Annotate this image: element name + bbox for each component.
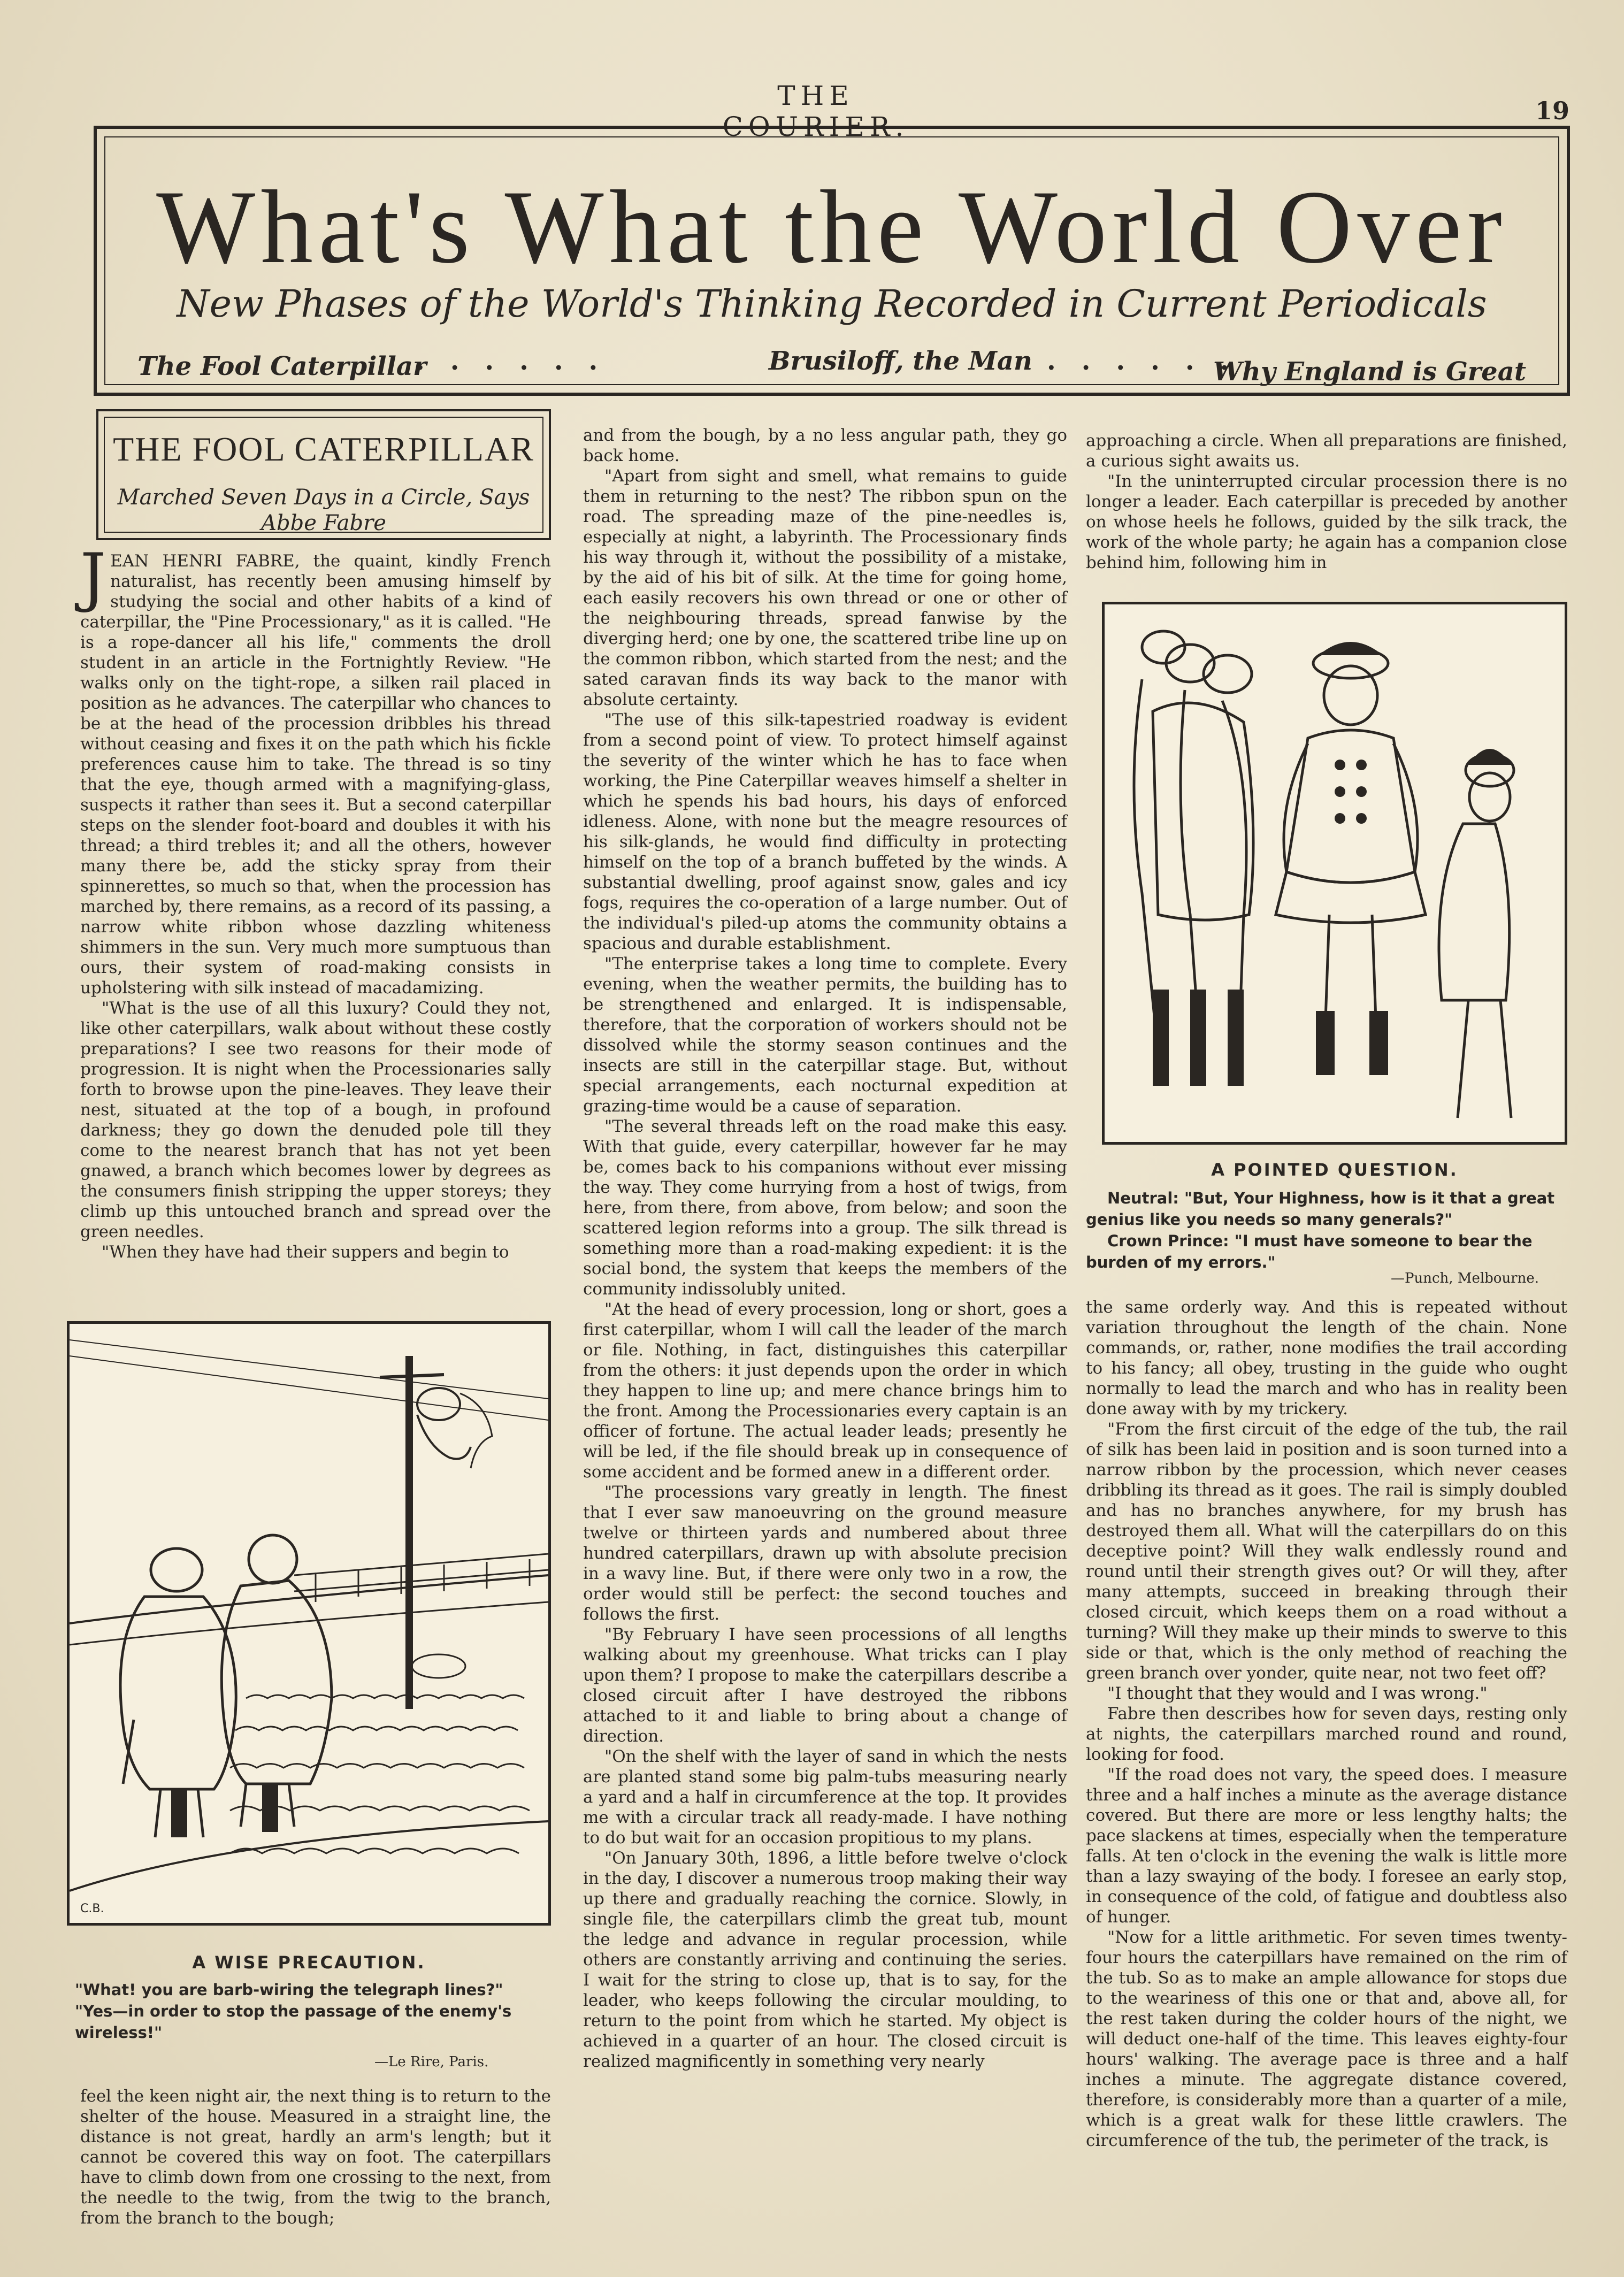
page-title: What's What the World Over <box>156 169 1507 285</box>
toc-item-caterpillar[interactable]: The Fool Caterpillar <box>137 351 427 381</box>
header-box <box>94 126 1570 396</box>
cartoon-pointed-question <box>1102 602 1567 1145</box>
column-3-bottom <box>1086 1297 1567 2151</box>
toc-dots: ...... <box>1047 346 1255 376</box>
paragraph: feel the keen night air, the next thing is to return to the shelter of the house. Measured in a straight line, the distance is not great, hardly an arm's length; but it cannot be covered this way on foot. The caterpillars have to climb down from one crossing to the next, from the needle to the twig, from the twig to the branch, from the branch to the bough; <box>80 2087 551 2228</box>
paragraph: "On January 30th, 1896, a little before twelve o'clock in the day, I discover a numerous troop making their way up there and gradually reaching the cornice. Slowly, in single file, the caterpillars climb the great tub, mount the ledge and advance in regular procession, while others are constantly arriving and continuing the series. I wait for the string to close up, that is to say, for the leader, who keeps following the circular moulding, to return to the point from which he started. My object is achieved in a quarter of an hour. The closed circuit is realized magnificently in something very nearly <box>583 1849 1067 2071</box>
caption-line: Neutral: "But, Your Highness, how is it that a great genius like you needs so many generals?" <box>1086 1189 1555 1229</box>
page-number: 19 <box>1535 96 1570 125</box>
page-subtitle: New Phases of the World's Thinking Recorded in Current Periodicals <box>177 282 1487 326</box>
paragraph: "If the road does not vary, the speed does. I measure three and a half inches a minute as the average distance covered. But there are more or less lengthy halts; the pace slackens at times, especially when the temperature falls. At ten o'clock in the evening the walk is little more than a lazy swaying of the body. I foresee an early stop, in consequence of the cold, of fatigue and doubtless also of hunger. <box>1086 1765 1567 1927</box>
paragraph: "At the head of every procession, long or short, goes a first caterpillar, whom I will call the leader of the march or file. Nothing, in fact, distinguishes this caterpillar from the others: it just depends upon the order in which they happen to line up; and mere chance brings him to the front. Among the Processionaries every captain is an officer of fortune. The actual leader leads; presently he will be led, if the file should break up in consequence of some accident and be formed anew in a different order. <box>583 1300 1067 1482</box>
article-subtitle <box>105 485 542 536</box>
paragraph: "What is the use of all this luxury? Could they not, like other caterpillars, walk about without these costly preparations? I see two reasons for their mode of progression. It is night when the Processionaries sally forth to browse upon the pine-leaves. They leave their nest, situated at the top of a bough, in profound darkness; they go down the denuded pole till they come to the nearest branch that has not yet been gnawed, a branch which becomes lower by degrees as the consumers finish stripping the upper storeys; they climb up this untouched branch and spread over the green needles. <box>80 999 551 1241</box>
caption-line: "What! you are barb-wiring the telegraph lines?" <box>75 1981 503 1999</box>
paragraph: "The enterprise takes a long time to complete. Every evening, when the weather permits, the building has to be strengthened and enlarged. It is indispensable, therefore, that the corporation of workers should not be dissolved while the stormy season continues and the insects are still in the caterpillar stage. But, without special arrangements, each nocturnal expedition at grazing-time would be a cause of separation. <box>583 954 1067 1116</box>
paragraph: the same orderly way. And this is repeated without variation throughout the length of the chain. None commands, or, rather, none modifies the trail according to his fancy; all obey, trusting in the guide who ought normally to lead the march and who has in reality been done away with by my trickery. <box>1086 1298 1567 1419</box>
caption-line: "Yes—in order to stop the passage of the enemy's wireless!" <box>75 2002 512 2042</box>
paragraph: approaching a circle. When all preparations are finished, a curious sight awaits us. <box>1086 431 1567 471</box>
cartoon-illustration-telegraph <box>70 1324 548 1923</box>
paragraph: "When they have had their suppers and begin to <box>102 1243 509 1262</box>
cartoon-wise-precaution <box>67 1321 551 1926</box>
masthead: THE COURIER. <box>722 80 909 142</box>
paragraph: "Apart from sight and smell, what remains to guide them in returning to the nest? The ribbon spun on the road. The spreading maze of the pine-needles is, especially at night, a labyrinth. The Processionary finds his way through it, without the possibility of a mistake, by the aid of his bit of silk. At the time for going home, each easily recovers his own thread or one or other of the neighbouring threads, spread fanwise by the diverging herd; one by one, the scattered tribe line up on the common ribbon, which started from the nest; and the sated caravan finds its way back to the manor with absolute certainty. <box>583 466 1067 709</box>
article-title: THE FOOL CATERPILLAR <box>113 430 534 468</box>
column-1-bottom <box>80 2086 551 2228</box>
paragraph: and from the bough, by a no less angular path, they go back home. <box>583 426 1067 465</box>
paragraph: "By February I have seen processions of all lengths walking about my greenhouse. What tricks can I play upon them? I propose to make the caterpillars describe a closed circuit after I have destroyed the ribbons attached to it and liable to bring about a change of direction. <box>583 1625 1067 1746</box>
paragraph: "I thought that they would and I was wrong." <box>1107 1684 1488 1703</box>
cartoon-1-title: A WISE PRECAUTION. <box>192 1952 426 1973</box>
column-3-top <box>1086 431 1567 573</box>
paragraph: "From the first circuit of the edge of the tub, the rail of silk has been laid in position and is soon turned into a narrow ribbon by the procession, which never ceases dribbling its thread as it goes. The rail is simply doubled and has no branches anywhere, for my brush has destroyed them all. What will the caterpillars do on this deceptive point? Will they walk endlessly round and round until their strength gives out? Or will they, after many attempts, succeed in breaking through their closed circuit, which keeps them on a road without a turning? Will they make up their minds to swerve to this side or that, which is the only method of reaching the green branch over yonder, quite near, not two feet off? <box>1086 1420 1567 1683</box>
toc-item-brusiloff[interactable]: Brusiloff, the Man <box>769 346 1032 376</box>
cartoon-illustration-generals <box>1105 604 1565 1142</box>
toc-dots: ...... <box>416 346 624 376</box>
paragraph: JEAN HENRI FABRE, the quaint, kindly French naturalist, has recently been amusing himself by studying the social and other habits of a kind of caterpillar, the "Pine Processionary," as it is called. "He is a rope-dancer all his life," comments the droll student in an article in the Fortnightly Review. "He walks only on the tight-rope, a silken rail placed in position as he advances. The caterpillar who chances to be at the head of the procession dribbles his thread without ceasing and fixes it on the path which his fickle preferences cause him to take. The thread is so tiny that the eye, though armed with a magnifying-glass, suspects it rather than sees it. But a second caterpillar steps on the slender foot-board and doubles it with his thread; a third trebles it; and all the others, however many there be, add the sticky spray from their spinnerettes, so much so that, when the procession has marched by, there remains, as a record of its passing, a narrow white ribbon whose dazzling whiteness shimmers in the sun. Very much more sumptuous than ours, their system of road-making consists in upholstering with silk instead of macadamizing. <box>80 540 551 998</box>
caption-line: Crown Prince: "I must have someone to bear the burden of my errors." <box>1086 1232 1533 1271</box>
cartoon-2-title: A POINTED QUESTION. <box>1211 1160 1458 1180</box>
table-of-contents <box>137 346 1526 389</box>
header-inner-border <box>104 136 1559 385</box>
column-2 <box>583 425 1067 2072</box>
column-1-top <box>80 540 551 1262</box>
paragraph: "On the shelf with the layer of sand in which the nests are planted stand some big palm-tubs measuring nearly a yard and a half in circumference at the top. It provides me with a circular track all ready-made. I have nothing to do but wait for an occasion propitious to my plans. <box>583 1747 1067 1847</box>
cartoon-2-source: —Punch, Melbourne. <box>1391 1270 1539 1286</box>
drop-cap: J <box>80 540 106 615</box>
paragraph: Fabre then describes how for seven days, resting only at nights, the caterpillars marched round and round, looking for food. <box>1086 1704 1567 1764</box>
article-title-box <box>96 409 551 540</box>
article-title-inner <box>104 417 543 533</box>
article-subtitle-line: Marched Seven Days in a Circle, Says <box>117 485 530 510</box>
cartoon-1-caption <box>75 1979 546 2043</box>
toc-item-england[interactable]: Why England is Great <box>1213 357 1526 387</box>
paragraph: "The use of this silk-tapestried roadway is evident from a second point of view. To protect himself against the severity of the winter which he has to face when working, the Pine Caterpillar weaves himself a shelter in which he spends his bad hours, his days of enforced idleness. Alone, with none but the meagre resources of his silk-glands, he would find difficulty in protecting himself on the top of a branch buffeted by the winds. A substantial dwelling, proof against snow, gales and icy fogs, requires the co-operation of a large number. Out of the individual's piled-up atoms the community obtains a spacious and durable establishment. <box>583 710 1067 953</box>
article-subtitle-line: Abbe Fabre <box>261 511 386 535</box>
cartoon-2-caption <box>1086 1187 1567 1273</box>
paragraph: "The several threads left on the road make this easy. With that guide, every caterpillar, however far he may be, comes back to his companions without ever missing the way. They come hurrying from a host of twigs, from here, from there, from above, from below; and soon the scattered legion reforms into a group. The silk thread is something more than a road-making expedient: it is the social bond, the system that keeps the members of the community indissolubly united. <box>583 1117 1067 1299</box>
paragraph: "The processions vary greatly in length. The finest that I ever saw manoeuvring on the ground measure twelve or thirteen yards and numbered about three hundred caterpillars, drawn up with absolute precision in a wavy line. But, if there were only two in a row, the order would still be perfect: the second touches and follows the first. <box>583 1483 1067 1624</box>
cartoon-signature: C.B. <box>80 1902 104 1915</box>
cartoon-1-source: —Le Rire, Paris. <box>374 2054 489 2070</box>
paragraph: "In the uninterrupted circular procession there is no longer a leader. Each caterpillar is preceded by another on whose heels he follows, guided by the silk track, the work of the whole party; he again has a companion close behind him, following him in <box>1086 472 1567 572</box>
paragraph: "Now for a little arithmetic. For seven times twenty-four hours the caterpillars have remained on the rim of the tub. So as to make an ample allowance for stops due to the weariness of this one or that and, above all, for the rest taken during the colder hours of the night, we will deduct one-half of the time. This leaves eighty-four hours' walking. The average pace is three and a half inches a minute. The aggregate distance covered, therefore, is considerably more than a quarter of a mile, which is a great walk for these little crawlers. The circumference of the tub, the perimeter of the track, is <box>1086 1928 1567 2150</box>
